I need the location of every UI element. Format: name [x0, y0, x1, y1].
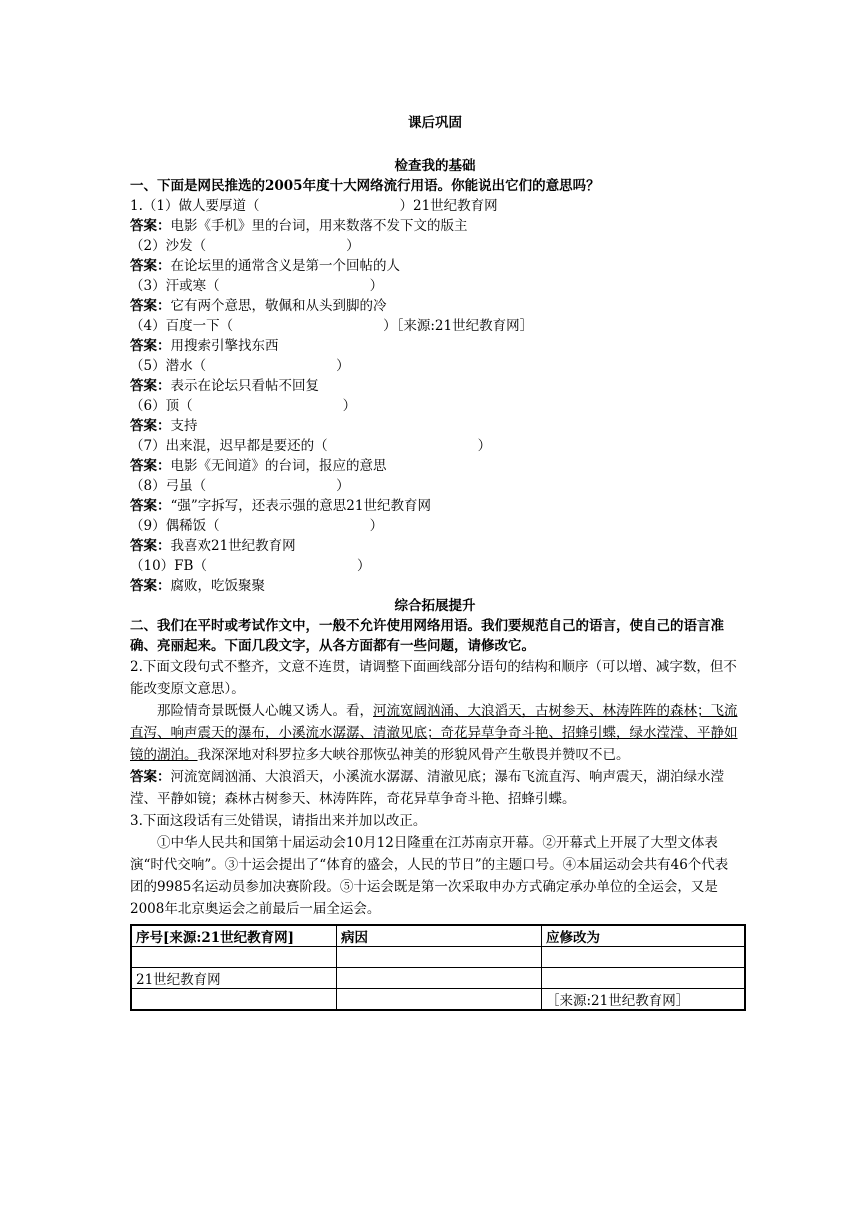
- section1-heading: 检查我的基础: [394, 158, 476, 174]
- section2-heading: 综合拓展提升: [394, 598, 476, 614]
- table-cell: [337, 989, 542, 1011]
- table-cell: [337, 947, 542, 968]
- question-3: 3.下面这段话有三处错误，请指出来并加以改正。: [130, 813, 427, 829]
- table-row: [131, 968, 745, 989]
- answer-line: 答案：我喜欢21世纪教育网: [130, 538, 296, 554]
- table-row: [131, 947, 745, 968]
- question-item: （9）偶稀饭（ ）: [130, 518, 384, 534]
- table-row: [131, 989, 745, 1011]
- question-item: （2）沙发（ ）: [130, 238, 360, 254]
- answer-line: 答案：表示在论坛只看帖不回复: [130, 378, 319, 394]
- table-cell: [131, 989, 337, 1011]
- table-cell: [542, 947, 746, 968]
- document-page: [130, 96, 740, 1011]
- answer-2: 答案：河流宽阔汹涌、大浪滔天，小溪流水潺潺、清澈见底；瀑布飞流直泻、响声震天，湖泊绿水滢滢、平静如镜；森林古树参天、林涛阵阵，奇花异草争奇斗艳、招蜂引蝶。: [130, 769, 724, 807]
- passage-2: 那险情奇景既慑人心魄又诱人。看，河流宽阔汹涌、大浪滔天，古树参天、林涛阵阵的森林；飞流直泻、响声震天的瀑布，小溪流水潺潺、清澈见底；奇花异草争奇斗艳、招蜂引蝶，绿水滢滢、平静如镜的湖泊。我深深地对科罗拉多大峡谷那恢弘神美的形貌风骨产生敬畏并赞叹不已。: [130, 703, 738, 763]
- question-item: 1.（1）做人要厚道（ ）21世纪教育网: [130, 198, 498, 214]
- question-item: （4）百度一下（ ）［来源:21世纪教育网］: [130, 318, 534, 334]
- answer-line: 答案：电影《无间道》的台词，报应的意思: [130, 458, 387, 474]
- question-list: [130, 196, 740, 596]
- page-title: 课后巩固: [408, 115, 462, 131]
- passage-3: ①中华人民共和国第十届运动会10月12日隆重在江苏南京开幕。②开幕式上开展了大型文体表演“时代交响”。③十运会提出了“体育的盛会，人民的节日”的主题口号。④本届运动会共有46个代表团的9985名运动员参加决赛阶段。⑤十运会既是第一次采取申办方式确定承办单位的全运会，又是2008年北京奥运会之前最后一届全运会。: [130, 835, 729, 917]
- section1-question: 一、下面是网民推选的2005年度十大网络流行用语。你能说出它们的意思吗？: [130, 178, 600, 194]
- answer-line: 答案：支持: [130, 418, 198, 434]
- question-item: （7）出来混，迟早都是要还的（ ）: [130, 438, 492, 454]
- answer-line: 答案：用搜索引擎找东西: [130, 338, 279, 354]
- question-item: （10）FB（ ）: [130, 558, 371, 574]
- answer-line: 答案：电影《手机》里的台词，用来数落不发下文的版主: [130, 218, 468, 234]
- table-cell: 21世纪教育网: [131, 968, 337, 989]
- correction-table: [130, 924, 746, 1011]
- section2-question: 二、我们在平时或考试作文中，一般不允许使用网络用语。我们要规范自己的语言，使自己的语言准确、亮丽起来。下面几段文字，从各方面都有一些问题，请修改它。: [130, 618, 724, 654]
- question-item: （8）弓虽（ ）: [130, 478, 350, 494]
- table-cell: ［来源:21世纪教育网］: [542, 989, 746, 1011]
- question-item: （3）汗或寒（ ）: [130, 278, 384, 294]
- question-2: 2.下面文段句式不整齐，文意不连贯，请调整下面画线部分语句的结构和顺序（可以增、减字数，但不能改变原文意思）。: [130, 659, 737, 697]
- answer-line: 答案：它有两个意思，敬佩和从头到脚的冷: [130, 298, 387, 314]
- question-item: （5）潜水（ ）: [130, 358, 350, 374]
- answer-line: 答案：“强”字拆写，还表示强的意思21世纪教育网: [130, 498, 431, 514]
- underlined-text: 河流宽阔汹涌、大浪滔天，古树参天、林涛阵阵的森林；飞流直泻、响声震天的瀑布，小溪流水潺潺、清澈见底；奇花异草争奇斗艳、招蜂引蝶，绿水滢滢、平静如镜的湖泊。: [130, 703, 738, 763]
- table-header: 应修改为: [542, 925, 746, 947]
- table-header: 序号[来源:21世纪教育网]: [131, 925, 337, 947]
- table-header: 病因: [337, 925, 542, 947]
- table-cell: [131, 947, 337, 968]
- table-cell: [542, 968, 746, 989]
- answer-line: 答案：腐败，吃饭聚聚: [130, 578, 265, 594]
- table-cell: [337, 968, 542, 989]
- question-item: （6）顶（ ）: [130, 398, 357, 414]
- answer-line: 答案：在论坛里的通常含义是第一个回帖的人: [130, 258, 400, 274]
